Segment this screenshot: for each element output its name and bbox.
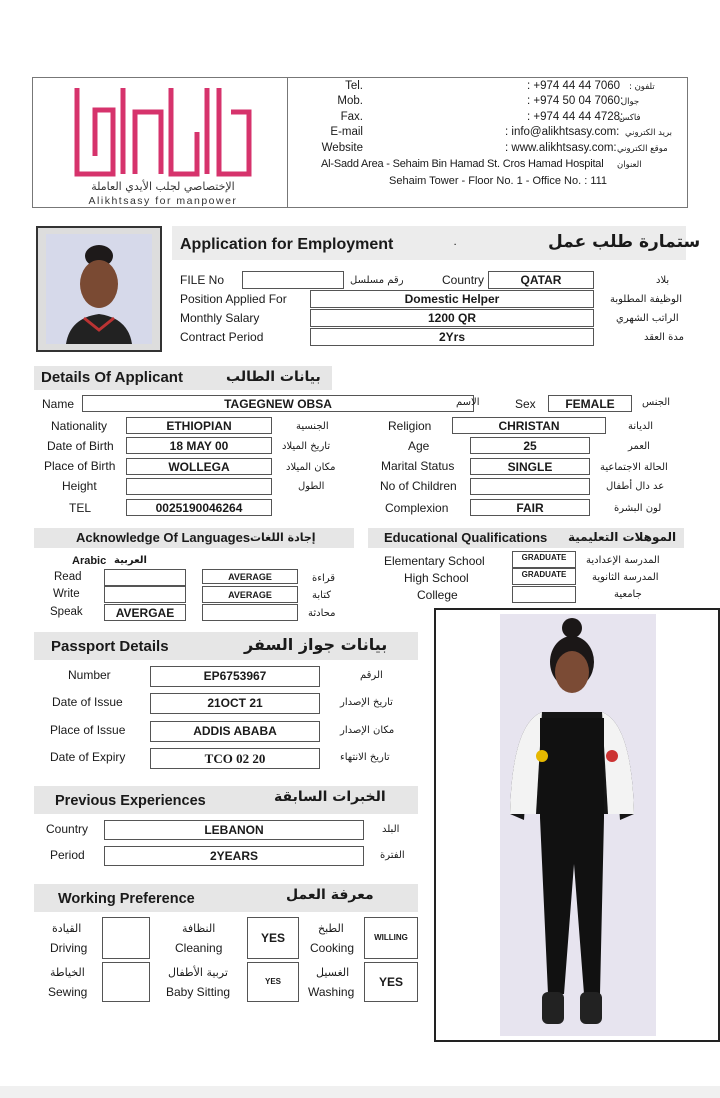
pob-ar: مكان الميلاد bbox=[286, 462, 336, 473]
tel-field[interactable]: 0025190046264 bbox=[126, 499, 272, 516]
cooking-label: Cooking bbox=[310, 941, 355, 955]
pob-field[interactable]: WOLLEGA bbox=[126, 458, 272, 475]
full-body-portrait-icon bbox=[500, 614, 656, 1036]
age-field[interactable]: 25 bbox=[470, 437, 590, 454]
passport-issue-date-ar: تاريخ الإصدار bbox=[340, 697, 393, 708]
passport-number-field[interactable]: EP6753967 bbox=[150, 666, 320, 687]
preference-section-ar: معرفة العمل bbox=[286, 887, 374, 903]
write-arabic-field[interactable] bbox=[104, 586, 186, 603]
name-field[interactable]: TAGEGNEW OBSA bbox=[82, 395, 474, 412]
name-ar: الاسم bbox=[456, 397, 480, 408]
elementary-label: Elementary School bbox=[384, 554, 485, 568]
driving-field[interactable] bbox=[102, 917, 150, 959]
contact-website-ar: موقع الكتروني bbox=[617, 144, 668, 154]
application-title-bar bbox=[172, 226, 701, 260]
sewing-field[interactable] bbox=[102, 962, 150, 1002]
country-field[interactable]: QATAR bbox=[488, 271, 594, 289]
contact-fax-ar: فاكس bbox=[619, 113, 641, 123]
passport-number-ar: الرقم bbox=[360, 670, 383, 681]
height-field[interactable] bbox=[126, 478, 272, 495]
speak-arabic-field[interactable]: AVERGAE bbox=[104, 604, 186, 621]
experience-section-bar bbox=[34, 786, 418, 814]
contact-mob-value: : +974 50 04 7060: bbox=[527, 95, 624, 107]
passport-issue-place-field[interactable]: ADDIS ABABA bbox=[150, 721, 320, 742]
speak-english-field[interactable] bbox=[202, 604, 298, 621]
read-english-field[interactable]: AVERAGE bbox=[202, 569, 298, 584]
salary-field[interactable]: 1200 QR bbox=[310, 309, 594, 327]
applicant-section-ar: بيانات الطالب bbox=[226, 369, 321, 385]
contact-email-label: E-mail bbox=[330, 126, 363, 138]
application-title-en: Application for Employment bbox=[180, 236, 394, 253]
education-section-bar bbox=[368, 528, 684, 548]
applicant-section-bar bbox=[34, 366, 332, 390]
address-line-1: Al-Sadd Area - Sehaim Bin Hamad St. Cros Hamad Hospital bbox=[321, 158, 604, 170]
height-label: Height bbox=[62, 479, 97, 493]
religion-ar: الديانة bbox=[628, 421, 654, 432]
college-field[interactable] bbox=[512, 586, 576, 603]
cleaning-field[interactable]: YES bbox=[247, 917, 299, 959]
preference-section-en: Working Preference bbox=[58, 891, 195, 907]
languages-section-bar bbox=[34, 528, 354, 548]
speak-label: Speak bbox=[50, 606, 83, 618]
write-english-field[interactable]: AVERAGE bbox=[202, 586, 298, 603]
experience-period-label: Period bbox=[50, 848, 85, 862]
salary-ar: الراتب الشهري bbox=[616, 313, 679, 324]
address-line-2: Sehaim Tower - Floor No. 1 - Office No. : 111 bbox=[389, 175, 608, 187]
applicant-photo-full bbox=[434, 608, 720, 1042]
experience-period-field[interactable]: 2YEARS bbox=[104, 846, 364, 866]
education-section-ar: الموهلات التعليمية bbox=[568, 530, 677, 544]
position-field[interactable]: Domestic Helper bbox=[310, 290, 594, 308]
read-label: Read bbox=[54, 571, 82, 583]
tel-label: TEL bbox=[69, 501, 92, 515]
application-title-dot: . bbox=[454, 238, 457, 247]
passport-section-en: Passport Details bbox=[51, 638, 169, 655]
arabic-label: Arabic bbox=[72, 555, 107, 567]
contract-label: Contract Period bbox=[180, 330, 264, 344]
file-no-label: FILE No bbox=[180, 273, 225, 287]
read-arabic-field[interactable] bbox=[104, 569, 186, 586]
experience-country-field[interactable]: LEBANON bbox=[104, 820, 364, 840]
contact-email-ar: بريد الكتروني bbox=[625, 128, 673, 138]
babysitting-label: Baby Sitting bbox=[166, 985, 231, 999]
contact-mob-ar: جوال bbox=[621, 97, 640, 107]
passport-expiry-label: Date of Expiry bbox=[50, 750, 126, 764]
highschool-ar: المدرسة الثانوية bbox=[592, 572, 659, 583]
sex-ar: الجنس bbox=[642, 397, 671, 408]
company-tagline-en: Alikhtsasy for manpower bbox=[88, 195, 238, 207]
complexion-field[interactable]: FAIR bbox=[470, 499, 590, 516]
country-ar: بلاد bbox=[656, 275, 670, 286]
marital-ar: الحالة الاجتماعية bbox=[600, 462, 668, 473]
sewing-ar: الخياطة bbox=[50, 966, 85, 979]
driving-label: Driving bbox=[50, 941, 88, 955]
company-logo bbox=[73, 82, 253, 207]
salary-label: Monthly Salary bbox=[180, 311, 260, 325]
name-label: Name bbox=[42, 397, 75, 411]
pob-label: Place of Birth bbox=[44, 459, 116, 473]
write-label: Write bbox=[53, 588, 80, 600]
applicant-photo-small bbox=[36, 226, 162, 352]
highschool-field[interactable]: GRADUATE bbox=[512, 568, 576, 585]
children-ar: عد دال أطفال bbox=[606, 481, 665, 492]
experience-country-label: Country bbox=[46, 822, 89, 836]
marital-label: Marital Status bbox=[381, 459, 455, 473]
contact-fax-value: : +974 44 44 4728: bbox=[527, 111, 624, 123]
babysitting-ar: تربية الأطفال bbox=[168, 966, 228, 979]
passport-section-ar: بيانات جواز السفر bbox=[244, 635, 388, 654]
cooking-field[interactable]: WILLING bbox=[364, 917, 418, 959]
experience-country-ar: البلد bbox=[382, 824, 400, 835]
portrait-icon bbox=[46, 234, 152, 344]
nationality-ar: الجنسية bbox=[296, 421, 329, 432]
education-section-en: Educational Qualifications bbox=[384, 530, 548, 545]
experience-section-ar: الخبرات السابقة bbox=[274, 789, 386, 805]
washing-field[interactable]: YES bbox=[364, 962, 418, 1002]
position-label: Position Applied For bbox=[180, 292, 287, 306]
height-ar: الطول bbox=[298, 481, 325, 492]
babysitting-field[interactable]: YES bbox=[247, 962, 299, 1002]
address-ar: العنوان bbox=[617, 160, 642, 170]
washing-ar: الغسيل bbox=[316, 966, 350, 979]
write-ar: كتابة bbox=[312, 590, 331, 601]
experience-period-ar: الفترة bbox=[380, 850, 405, 861]
languages-section-en: Acknowledge Of Languages bbox=[76, 530, 251, 545]
cleaning-ar: النظافة bbox=[182, 922, 216, 935]
contract-ar: مدة العقد bbox=[644, 332, 684, 343]
dob-field[interactable]: 18 MAY 00 bbox=[126, 437, 272, 454]
sex-label: Sex bbox=[515, 397, 536, 411]
sewing-label: Sewing bbox=[48, 985, 88, 999]
dob-ar: تاريخ الميلاد bbox=[282, 441, 331, 452]
country-label: Country bbox=[442, 273, 485, 287]
experience-section-en: Previous Experiences bbox=[55, 793, 206, 809]
contact-mob-label: Mob. bbox=[337, 95, 363, 107]
company-tagline-ar: الإختصاصي لجلب الأيدي العاملة bbox=[91, 180, 235, 193]
children-label: No of Children bbox=[380, 479, 457, 493]
elementary-ar: المدرسة الإعدادية bbox=[586, 555, 660, 566]
college-label: College bbox=[417, 588, 458, 602]
company-header bbox=[32, 77, 688, 208]
preference-section-bar bbox=[34, 884, 418, 912]
sex-field[interactable]: FEMALE bbox=[548, 395, 632, 412]
footer-strip bbox=[0, 1086, 720, 1098]
contact-website-value[interactable]: : www.alikhtsasy.com: bbox=[505, 142, 617, 154]
passport-expiry-ar: تاريخ الانتهاء bbox=[340, 752, 390, 763]
contact-tel-value: : +974 44 44 7060 bbox=[527, 80, 621, 92]
read-ar: قراءة bbox=[312, 573, 336, 584]
languages-section-ar: إجادة اللغات bbox=[250, 531, 316, 544]
children-field[interactable] bbox=[470, 478, 590, 495]
religion-label: Religion bbox=[388, 419, 432, 433]
passport-section-bar bbox=[34, 632, 418, 660]
marital-field[interactable]: SINGLE bbox=[470, 458, 590, 475]
file-no-ar: رقم مسلسل bbox=[350, 275, 404, 286]
nationality-label: Nationality bbox=[51, 419, 108, 433]
dob-label: Date of Birth bbox=[47, 439, 114, 453]
contact-tel-ar: تلفون : bbox=[629, 82, 655, 92]
washing-label: Washing bbox=[308, 985, 355, 999]
applicant-section-en: Details Of Applicant bbox=[41, 369, 183, 386]
driving-ar: القيادة bbox=[52, 922, 82, 935]
file-no-field[interactable] bbox=[242, 271, 344, 289]
passport-issue-place-ar: مكان الإصدار bbox=[340, 725, 395, 736]
passport-issue-date-label: Date of Issue bbox=[52, 695, 123, 709]
complexion-label: Complexion bbox=[385, 501, 449, 515]
cleaning-label: Cleaning bbox=[175, 941, 223, 955]
position-ar: الوظيفة المطلوبة bbox=[610, 294, 682, 305]
passport-number-label: Number bbox=[68, 668, 111, 682]
college-ar: جامعية bbox=[614, 589, 642, 600]
contact-fax-label: Fax. bbox=[340, 111, 363, 123]
age-ar: العمر bbox=[628, 441, 650, 452]
arabic-ar: العربية bbox=[114, 555, 147, 566]
age-label: Age bbox=[408, 439, 430, 453]
passport-issue-date-field[interactable]: 21OCT 21 bbox=[150, 693, 320, 714]
speak-ar: محادثة bbox=[308, 608, 336, 619]
elementary-field[interactable]: GRADUATE bbox=[512, 551, 576, 568]
passport-expiry-field[interactable]: TCO 02 20 bbox=[150, 748, 320, 769]
contact-tel-label: Tel. bbox=[345, 80, 363, 92]
nationality-field[interactable]: ETHIOPIAN bbox=[126, 417, 272, 434]
application-title-ar: ستمارة طلب عمل bbox=[548, 232, 701, 252]
logo-mark-icon bbox=[73, 82, 253, 180]
passport-issue-place-label: Place of Issue bbox=[50, 723, 126, 737]
contact-website-label: Website bbox=[321, 142, 363, 154]
cooking-ar: الطبخ bbox=[318, 922, 344, 935]
highschool-label: High School bbox=[404, 571, 469, 585]
contract-field[interactable]: 2Yrs bbox=[310, 328, 594, 346]
religion-field[interactable]: CHRISTAN bbox=[452, 417, 606, 434]
contact-email-value[interactable]: : info@alikhtsasy.com: bbox=[505, 126, 620, 138]
complexion-ar: لون البشرة bbox=[614, 503, 662, 514]
